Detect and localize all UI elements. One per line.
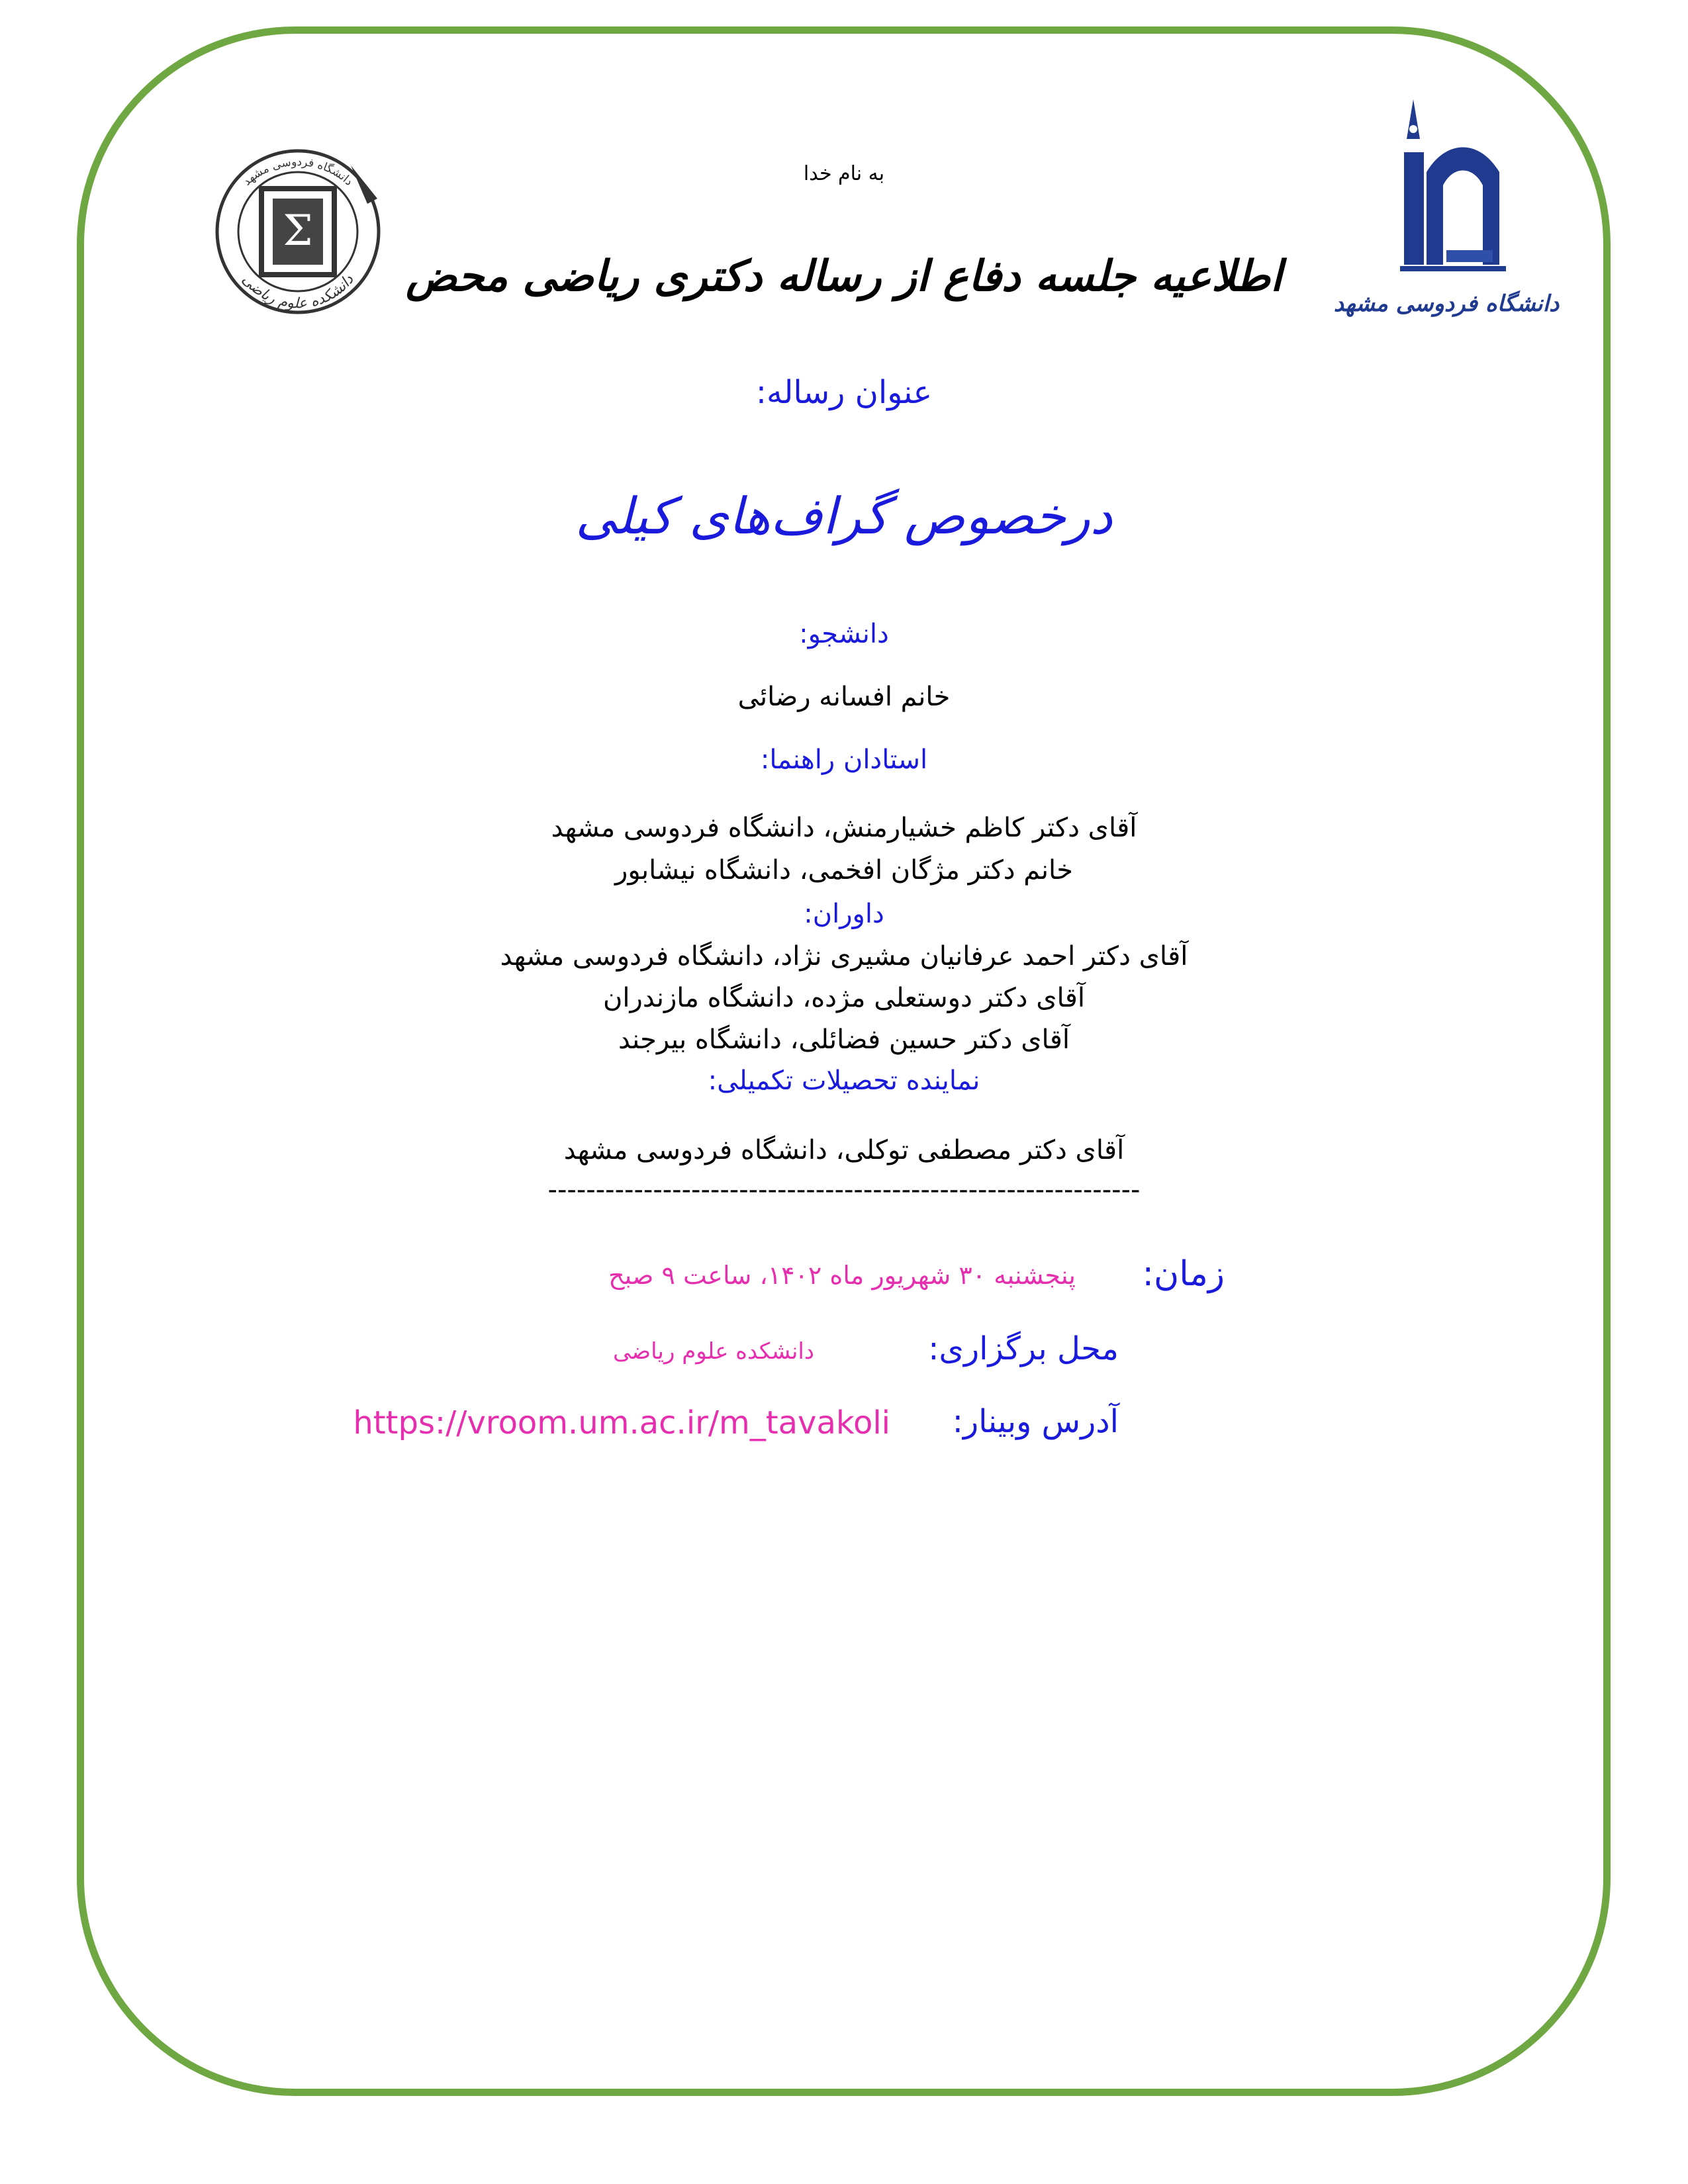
time-value: پنجشنبه ۳۰ شهریور ماه ۱۴۰۲، ساعت ۹ صبح	[608, 1261, 1076, 1290]
supervisors-label: استادان راهنما:	[760, 745, 928, 775]
faculty-logo	[199, 126, 397, 351]
thesis-title: درخصوص گراف‌های کیلی	[575, 486, 1113, 545]
svg-text:دانشگاه فردوسی مشهد: دانشگاه فردوسی مشهد	[240, 155, 355, 189]
svg-text:دانشکده علوم ریاضی: دانشکده علوم ریاضی	[238, 271, 357, 312]
representative-name: آقای دکتر مصطفی توکلی، دانشگاه فردوسی مشهد	[563, 1135, 1125, 1165]
webinar-link[interactable]: https://vroom.um.ac.ir/m_tavakoli	[353, 1404, 890, 1441]
webinar-label: آدرس وبینار:	[952, 1403, 1119, 1440]
announcement-title: اطلاعیه جلسه دفاع از رساله دکتری ریاضی محض	[406, 251, 1282, 301]
faculty-emblem-icon	[199, 126, 397, 351]
referee-3: آقای دکتر حسین فضائلی، دانشگاه بیرجند	[618, 1024, 1070, 1055]
referees-label: داوران:	[804, 899, 884, 929]
university-emblem-icon	[1333, 93, 1560, 344]
place-label: محل برگزاری:	[928, 1330, 1119, 1367]
place-value: دانشکده علوم ریاضی	[612, 1338, 814, 1365]
thesis-label: عنوان رساله:	[755, 374, 933, 411]
referee-1: آقای دکتر احمد عرفانیان مشیری نژاد، دانشگاه فردوسی مشهد	[500, 941, 1188, 972]
referee-2: آقای دکتر دوستعلی مژده، دانشگاه مازندران	[603, 983, 1085, 1013]
supervisor-2: خانم دکتر مژگان افخمی، دانشگاه نیشابور	[615, 855, 1073, 886]
supervisor-1: آقای دکتر کاظم خشیارمنش، دانشگاه فردوسی مشهد	[551, 813, 1137, 843]
student-label: دانشجو:	[799, 619, 889, 649]
university-logo	[1333, 93, 1560, 344]
representative-label: نماینده تحصیلات تکمیلی:	[708, 1066, 980, 1096]
time-label: زمان:	[1142, 1254, 1225, 1294]
bismillah: به نام خدا	[803, 162, 885, 185]
separator-line: --------------------------------------------------------------	[547, 1175, 1141, 1205]
student-name: خانم افسانه رضائی	[737, 682, 951, 712]
svg-text:Σ: Σ	[283, 206, 313, 255]
svg-text:دانشگاه فردوسی مشهد: دانشگاه فردوسی مشهد	[1333, 291, 1560, 317]
